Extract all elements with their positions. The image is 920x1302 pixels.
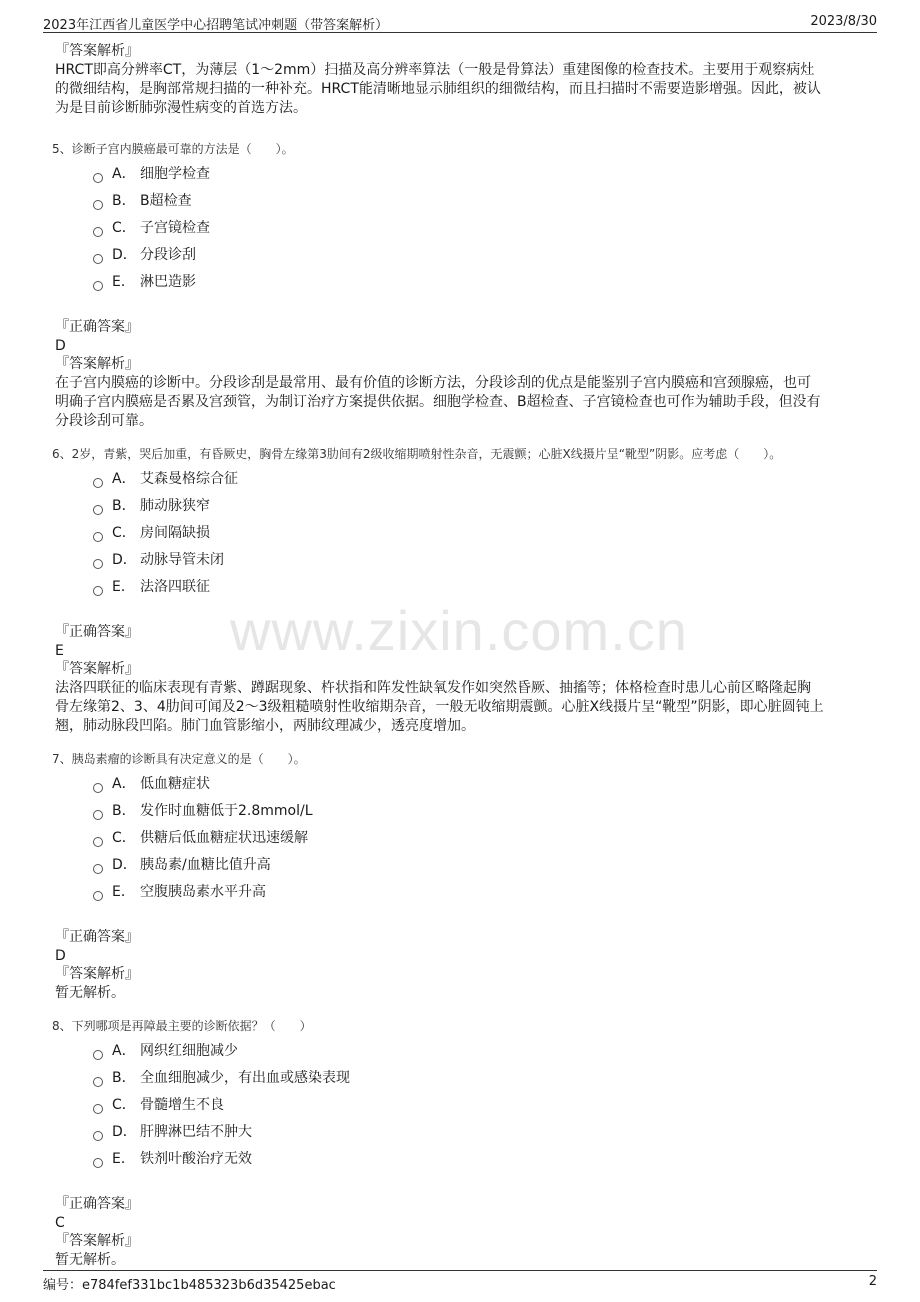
question-block	[52, 750, 870, 1003]
option-text: 法洛四联征	[140, 579, 210, 595]
option-d[interactable]	[93, 547, 870, 574]
option-b[interactable]	[93, 188, 870, 215]
option-letter: C．	[112, 1097, 136, 1113]
option-text: 肺动脉狭窄	[140, 498, 210, 514]
radio-icon[interactable]	[93, 783, 103, 793]
option-text: 供糖后低血糖症状迅速缓解	[140, 830, 308, 846]
radio-icon[interactable]	[93, 227, 103, 237]
option-text: B超检查	[140, 193, 192, 209]
radio-icon[interactable]	[93, 478, 103, 488]
option-text: 空腹胰岛素水平升高	[140, 884, 266, 900]
radio-icon[interactable]	[93, 1104, 103, 1114]
option-c[interactable]	[93, 215, 870, 242]
analysis-line: 暂无解析。	[55, 1252, 125, 1268]
option-letter: B．	[112, 803, 136, 819]
analysis-label: 『答案解析』	[55, 356, 139, 372]
radio-icon[interactable]	[93, 173, 103, 183]
analysis-line: 的微细结构，是胸部常规扫描的一种补充。HRCT能清晰地显示肺组织的细微结构，而且扫描时不需要造影增强。因此，被认	[55, 81, 821, 97]
page-content	[52, 42, 870, 1270]
radio-icon[interactable]	[93, 810, 103, 820]
analysis-line: 暂无解析。	[55, 985, 125, 1001]
correct-answer-label: 『正确答案』	[55, 929, 139, 945]
option-b[interactable]	[93, 798, 870, 825]
analysis-label: 『答案解析』	[55, 661, 139, 677]
option-text: 胰岛素/血糖比值升高	[140, 857, 271, 873]
option-letter: A．	[112, 776, 136, 792]
option-text: 发作时血糖低于2.8mmol/L	[140, 803, 313, 819]
option-a[interactable]	[93, 771, 870, 798]
option-letter: C．	[112, 220, 136, 236]
question-stem: 6、2岁，青紫，哭后加重，有昏厥史，胸骨左缘第3肋间有2级收缩期喷射性杂音，无震颤；心脏X线摄片呈“靴型”阴影。应考虑（ ）。	[52, 447, 782, 461]
option-list	[93, 771, 870, 906]
option-c[interactable]	[93, 520, 870, 547]
analysis-label: 『答案解析』	[55, 966, 139, 982]
option-text: 肝脾淋巴结不肿大	[140, 1124, 252, 1140]
page-number: 2	[868, 1274, 877, 1289]
radio-icon[interactable]	[93, 281, 103, 291]
question-block	[52, 1017, 870, 1270]
option-a[interactable]	[93, 1038, 870, 1065]
option-text: 分段诊刮	[140, 247, 196, 263]
analysis-line: 明确子宫内膜癌是否累及宫颈管，为制订治疗方案提供依据。细胞学检查、B超检查、子宫镜检查也可作为辅助手段，但没有	[55, 394, 821, 410]
question-stem: 5、诊断子宫内膜癌最可靠的方法是（ ）。	[52, 142, 294, 156]
option-letter: A．	[112, 1043, 136, 1059]
radio-icon[interactable]	[93, 532, 103, 542]
option-c[interactable]	[93, 825, 870, 852]
correct-answer-label: 『正确答案』	[55, 624, 139, 640]
option-letter: D．	[112, 1124, 137, 1140]
option-list	[93, 466, 870, 601]
page-header	[43, 12, 877, 33]
analysis-line: 为是目前诊断肺弥漫性病变的首选方法。	[55, 100, 307, 116]
option-list	[93, 1038, 870, 1173]
option-letter: D．	[112, 552, 137, 568]
question-block	[52, 445, 870, 736]
option-e[interactable]	[93, 269, 870, 296]
radio-icon[interactable]	[93, 1131, 103, 1141]
option-text: 网织红细胞减少	[140, 1043, 238, 1059]
correct-answer: D	[55, 948, 66, 964]
option-letter: E．	[112, 274, 135, 290]
option-a[interactable]	[93, 466, 870, 493]
radio-icon[interactable]	[93, 891, 103, 901]
watermark: www.zixin.com.cn	[230, 599, 688, 662]
option-text: 动脉导管未闭	[140, 552, 224, 568]
analysis-label: 『答案解析』	[55, 43, 139, 59]
document-title: 2023年江西省儿童医学中心招聘笔试冲刺题（带答案解析）	[43, 18, 389, 33]
option-e[interactable]	[93, 574, 870, 601]
question-stem: 7、胰岛素瘤的诊断具有决定意义的是（ ）。	[52, 752, 306, 766]
correct-answer-label: 『正确答案』	[55, 1196, 139, 1212]
radio-icon[interactable]	[93, 200, 103, 210]
option-c[interactable]	[93, 1092, 870, 1119]
analysis-text	[55, 984, 870, 1003]
option-letter: B．	[112, 498, 136, 514]
question-block	[52, 140, 870, 431]
option-letter: C．	[112, 525, 136, 541]
option-list	[93, 161, 870, 296]
analysis-text	[55, 679, 870, 736]
option-letter: B．	[112, 193, 136, 209]
question-stem: 8、下列哪项是再障最主要的诊断依据？（ ）	[52, 1019, 312, 1033]
option-text: 艾森曼格综合征	[140, 471, 238, 487]
radio-icon[interactable]	[93, 1077, 103, 1087]
option-letter: A．	[112, 166, 136, 182]
correct-answer: E	[55, 643, 64, 659]
analysis-line: 分段诊刮可靠。	[55, 413, 153, 429]
option-e[interactable]	[93, 1146, 870, 1173]
option-d[interactable]	[93, 242, 870, 269]
option-text: 子宫镜检查	[140, 220, 210, 236]
option-text: 淋巴造影	[140, 274, 196, 290]
page-footer	[43, 1270, 877, 1293]
option-letter: C．	[112, 830, 136, 846]
correct-answer: C	[55, 1215, 65, 1231]
analysis-line: HRCT即高分辨率CT，为薄层（1～2mm）扫描及高分辨率算法（一般是骨算法）重建图像的检查技术。主要用于观察病灶	[55, 62, 815, 78]
radio-icon[interactable]	[93, 864, 103, 874]
option-d[interactable]	[93, 852, 870, 879]
option-letter: E．	[112, 884, 135, 900]
option-text: 低血糖症状	[140, 776, 210, 792]
radio-icon[interactable]	[93, 1158, 103, 1168]
radio-icon[interactable]	[93, 1050, 103, 1060]
analysis-line: 法洛四联征的临床表现有青紫、蹲踞现象、杵状指和阵发性缺氧发作如突然昏厥、抽搐等；体格检查时患儿心前区略隆起胸	[55, 680, 811, 696]
radio-icon[interactable]	[93, 254, 103, 264]
analysis-line: 骨左缘第2、3、4肋间可闻及2～3级粗糙喷射性收缩期杂音，一般无收缩期震颤。心脏X线摄片呈“靴型”阴影，即心脏圆钝上	[55, 699, 824, 715]
option-d[interactable]	[93, 1119, 870, 1146]
analysis-text	[55, 1251, 870, 1270]
option-letter: D．	[112, 857, 137, 873]
analysis-line: 翘，肺动脉段凹陷。肺门血管影缩小，两肺纹理减少，透亮度增加。	[55, 718, 475, 734]
analysis-label: 『答案解析』	[55, 1233, 139, 1249]
option-a[interactable]	[93, 161, 870, 188]
option-text: 骨髓增生不良	[140, 1097, 224, 1113]
option-text: 全血细胞减少，有出血或感染表现	[140, 1070, 350, 1086]
analysis-text	[55, 374, 870, 431]
option-letter: B．	[112, 1070, 136, 1086]
radio-icon[interactable]	[93, 505, 103, 515]
radio-icon[interactable]	[93, 559, 103, 569]
option-letter: A．	[112, 471, 136, 487]
option-letter: E．	[112, 579, 135, 595]
option-e[interactable]	[93, 879, 870, 906]
correct-answer: D	[55, 338, 66, 354]
option-b[interactable]	[93, 493, 870, 520]
correct-answer-label: 『正确答案』	[55, 319, 139, 335]
radio-icon[interactable]	[93, 837, 103, 847]
option-letter: E．	[112, 1151, 135, 1167]
radio-icon[interactable]	[93, 586, 103, 596]
option-b[interactable]	[93, 1065, 870, 1092]
prev-analysis-text	[55, 61, 870, 118]
option-text: 铁剂叶酸治疗无效	[140, 1151, 252, 1167]
document-id: 编号：e784fef331bc1b485323b6d35425ebac	[43, 1278, 336, 1293]
option-letter: D．	[112, 247, 137, 263]
analysis-line: 在子宫内膜癌的诊断中。分段诊刮是最常用、最有价值的诊断方法，分段诊刮的优点是能鉴别子宫内膜癌和宫颈腺癌，也可	[55, 375, 811, 391]
option-text: 房间隔缺损	[140, 525, 210, 541]
document-date: 2023/8/30	[810, 14, 877, 29]
option-text: 细胞学检查	[140, 166, 210, 182]
